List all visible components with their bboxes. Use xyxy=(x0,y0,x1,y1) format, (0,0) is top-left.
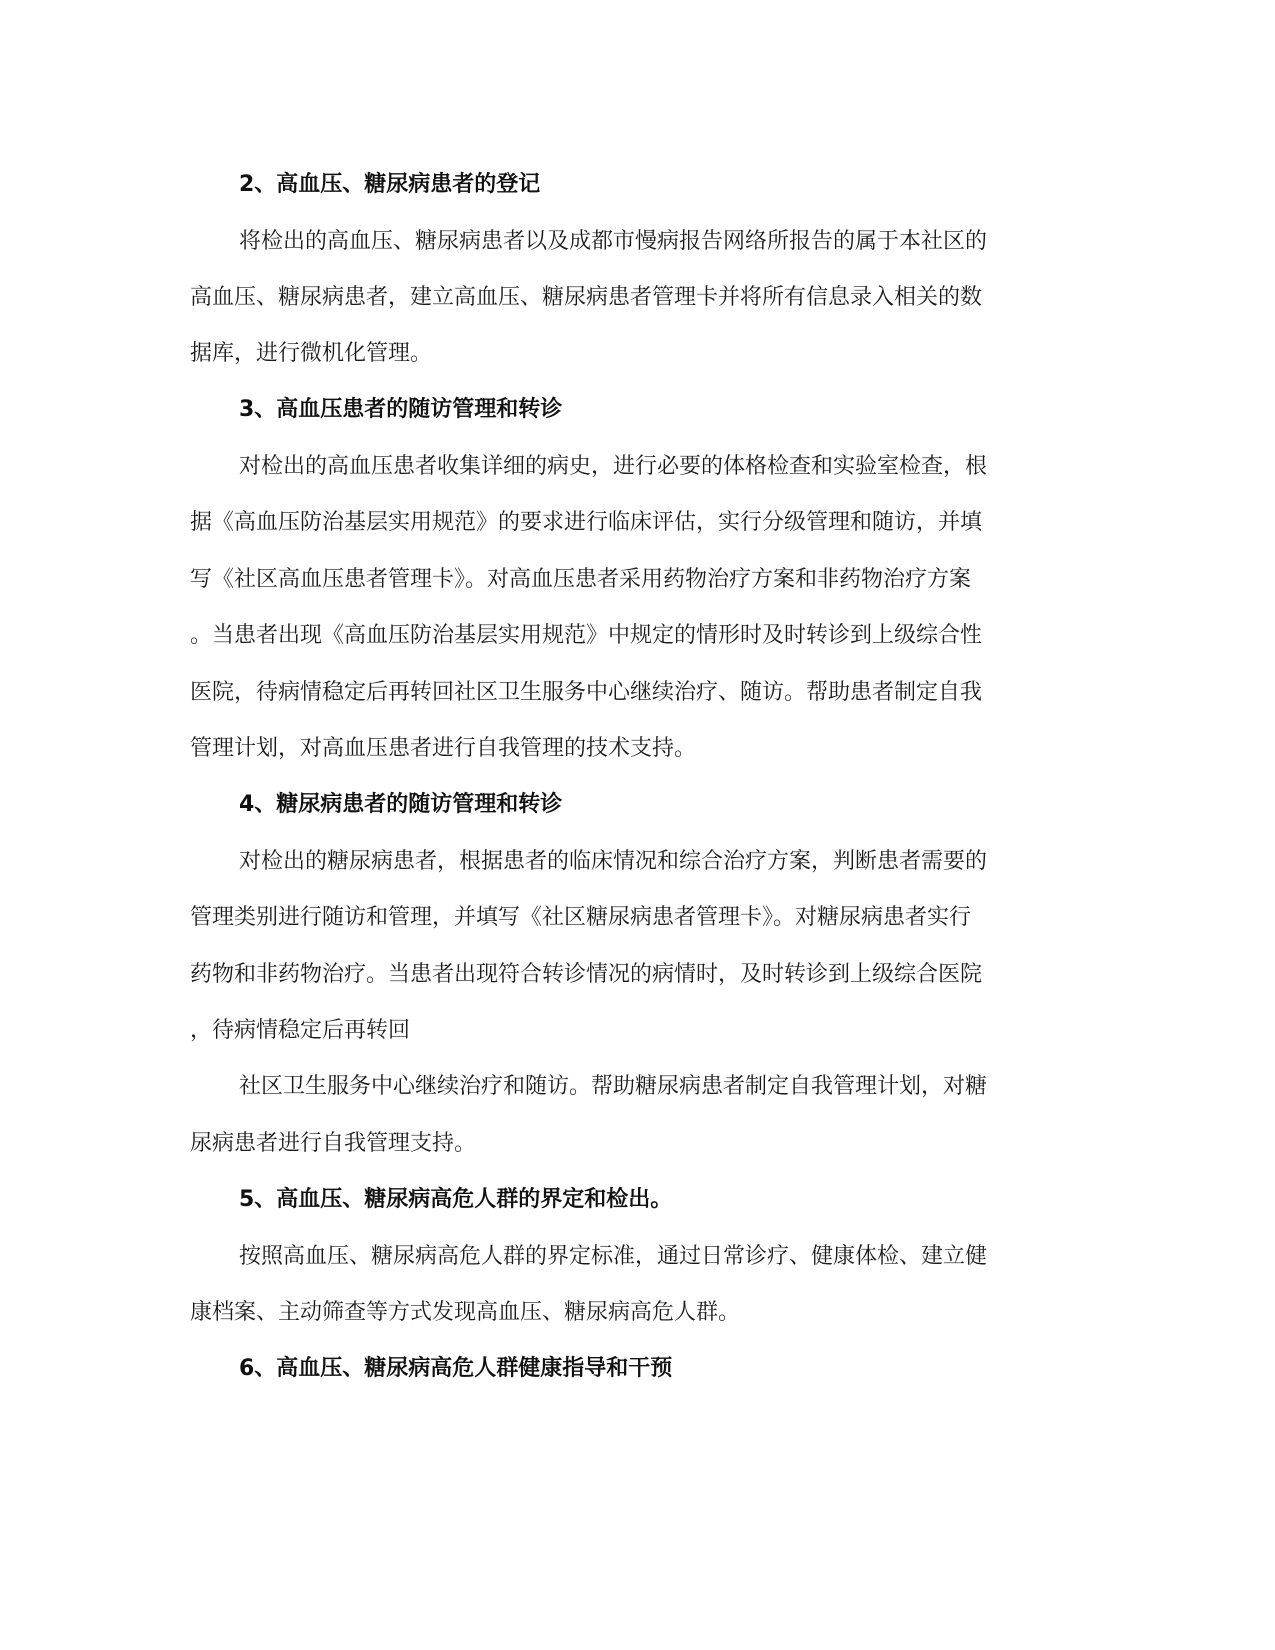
section-4-paragraph-line: ，待病情稳定后再转回 xyxy=(190,1018,411,1043)
section-5-paragraph-line: 按照高血压、糖尿病高危人群的界定标准，通过日常诊疗、健康体检、建立健 xyxy=(239,1244,988,1269)
section-3-paragraph-line: 对检出的高血压患者收集详细的病史，进行必要的体格检查和实验室检查，根 xyxy=(239,454,988,479)
section-3-paragraph-line: 管理计划，对高血压患者进行自我管理的技术支持。 xyxy=(190,736,697,761)
section-4-heading: 4、糖尿病患者的随访管理和转诊 xyxy=(239,792,563,817)
section-3-heading: 3、高血压患者的随访管理和转诊 xyxy=(239,397,563,422)
section-2-paragraph-line: 据库，进行微机化管理。 xyxy=(190,341,433,366)
section-4-paragraph-line: 社区卫生服务中心继续治疗和随访。帮助糖尿病患者制定自我管理计划，对糖 xyxy=(239,1074,988,1099)
section-3-paragraph-line: 医院，待病情稳定后再转回社区卫生服务中心继续治疗、随访。帮助患者制定自我 xyxy=(190,680,983,705)
section-3-paragraph-line: 写《社区高血压患者管理卡》。对高血压患者采用药物治疗方案和非药物治疗方案 xyxy=(190,567,972,592)
section-2-paragraph-line: 将检出的高血压、糖尿病患者以及成都市慢病报告网络所报告的属于本社区的 xyxy=(239,229,988,254)
section-4-paragraph-line: 药物和非药物治疗。当患者出现符合转诊情况的病情时，及时转诊到上级综合医院 xyxy=(190,962,983,987)
section-3-paragraph-line: 。当患者出现《高血压防治基层实用规范》中规定的情形时及时转诊到上级综合性 xyxy=(190,623,983,648)
section-2-paragraph-line: 高血压、糖尿病患者，建立高血压、糖尿病患者管理卡并将所有信息录入相关的数 xyxy=(190,285,983,310)
section-4-paragraph-line: 对检出的糖尿病患者，根据患者的临床情况和综合治疗方案，判断患者需要的 xyxy=(239,849,988,874)
section-2-heading: 2、高血压、糖尿病患者的登记 xyxy=(239,172,541,197)
section-5-paragraph-line: 康档案、主动筛查等方式发现高血压、糖尿病高危人群。 xyxy=(190,1300,741,1325)
section-4-paragraph-line: 尿病患者进行自我管理支持。 xyxy=(190,1131,477,1156)
section-3-paragraph-line: 据《高血压防治基层实用规范》的要求进行临床评估，实行分级管理和随访，并填 xyxy=(190,510,983,535)
section-4-paragraph-line: 管理类别进行随访和管理，并填写《社区糖尿病患者管理卡》。对糖尿病患者实行 xyxy=(190,905,972,930)
section-5-heading: 5、高血压、糖尿病高危人群的界定和检出。 xyxy=(239,1187,673,1212)
section-6-heading: 6、高血压、糖尿病高危人群健康指导和干预 xyxy=(239,1356,673,1381)
